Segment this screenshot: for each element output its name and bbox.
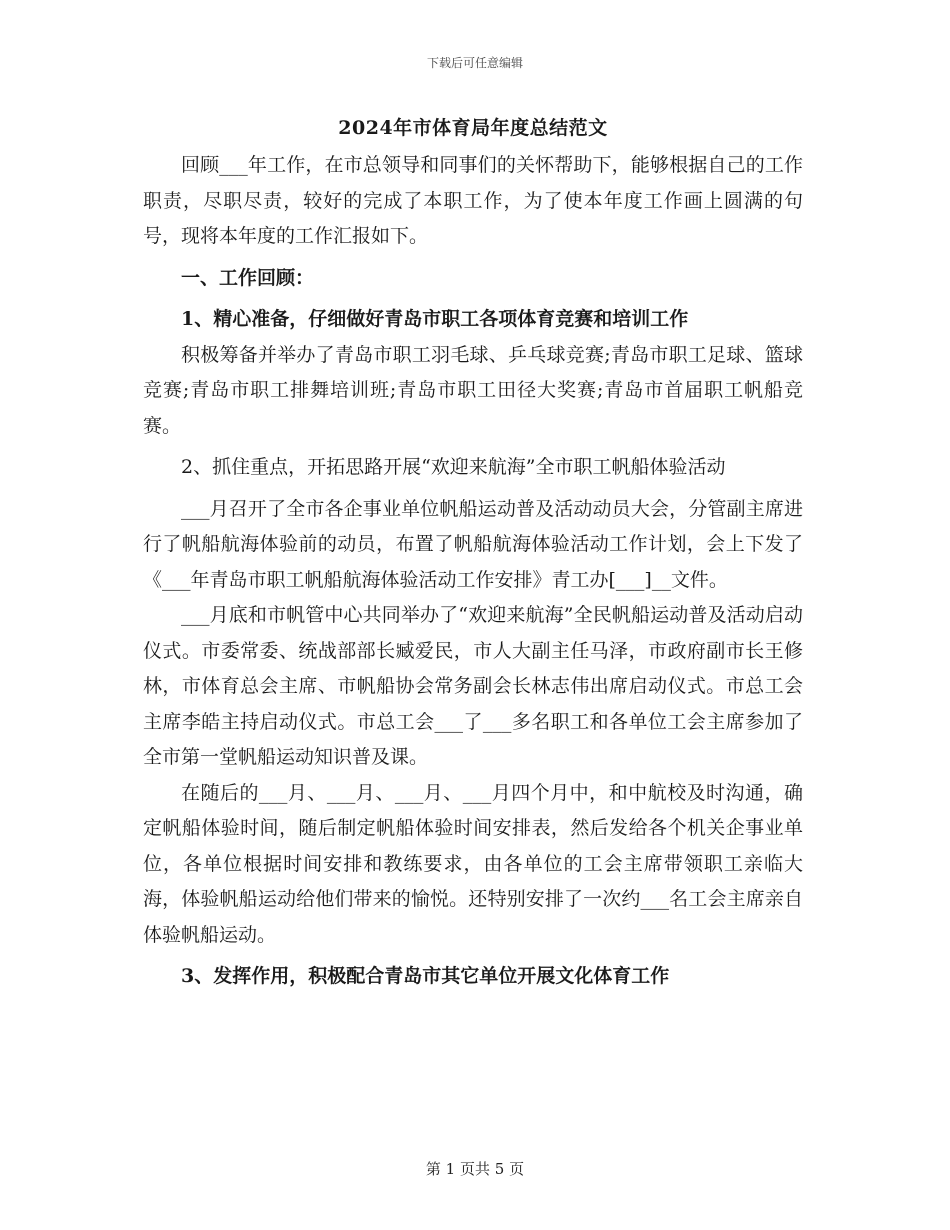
page-footer: 第 1 页共 5 页 bbox=[425, 1160, 525, 1178]
document-body bbox=[143, 112, 803, 995]
paragraph-competitions: 积极筹备并举办了青岛市职工羽毛球、乒乓球竞赛;青岛市职工足球、篮球竞赛;青岛市职工排舞培训班;青岛市职工田径大奖赛;青岛市首届职工帆船竞赛。 bbox=[143, 343, 803, 437]
section-heading-review: 一、工作回顾： bbox=[181, 266, 315, 289]
paragraph-sailing-experience: 在随后的___月、___月、___月、___月四个月中，和中航校及时沟通，确定帆船体验时间，随后制定帆船体验时间安排表，然后发给各个机关企事业单位，各单位根据时间安排和教练要求，由各单位的工会主席带领职工亲临大海，体验帆船运动给他们带来的愉悦。还特别安排了一次约___名工会主席亲自体验帆船运动。 bbox=[143, 781, 803, 946]
subsection-heading-cooperation: 3、发挥作用，积极配合青岛市其它单位开展文化体育工作 bbox=[181, 965, 670, 987]
document-title: 2024年市体育局年度总结范文 bbox=[338, 117, 608, 139]
paragraph-intro: 回顾___年工作，在市总领导和同事们的关怀帮助下，能够根据自己的工作职责，尽职尽责，较好的完成了本职工作，为了使本年度工作画上圆满的句号，现将本年度的工作汇报如下。 bbox=[143, 154, 803, 247]
subsection-heading-competitions: 1、精心准备，仔细做好青岛市职工各项体育竞赛和培训工作 bbox=[181, 308, 689, 330]
subsection-heading-sailing: 2、抓住重点，开拓思路开展“欢迎来航海”全市职工帆船体验活动 bbox=[181, 456, 726, 478]
paragraph-launch-ceremony: ___月底和市帆管中心共同举办了“欢迎来航海”全民帆船运动普及活动启动仪式。市委常委、统战部部长臧爱民，市人大副主任马泽，市政府副市长王修林，市体育总会主席、市帆船协会常务副会长林志伟出席启动仪式。市总工会主席李皓主持启动仪式。市总工会___了___多名职工和各单位工会主席参加了全市第一堂帆船运动知识普及课。 bbox=[143, 604, 803, 768]
page-header: 下载后可任意编辑 bbox=[426, 56, 523, 70]
paragraph-mobilization-meeting: ___月召开了全市各企事业单位帆船运动普及活动动员大会，分管副主席进行了帆船航海体验前的动员，布置了帆船航海体验活动工作计划，会上下发了《___年青岛市职工帆船航海体验活动工作安排》青工办[___]__文件。 bbox=[143, 497, 803, 591]
